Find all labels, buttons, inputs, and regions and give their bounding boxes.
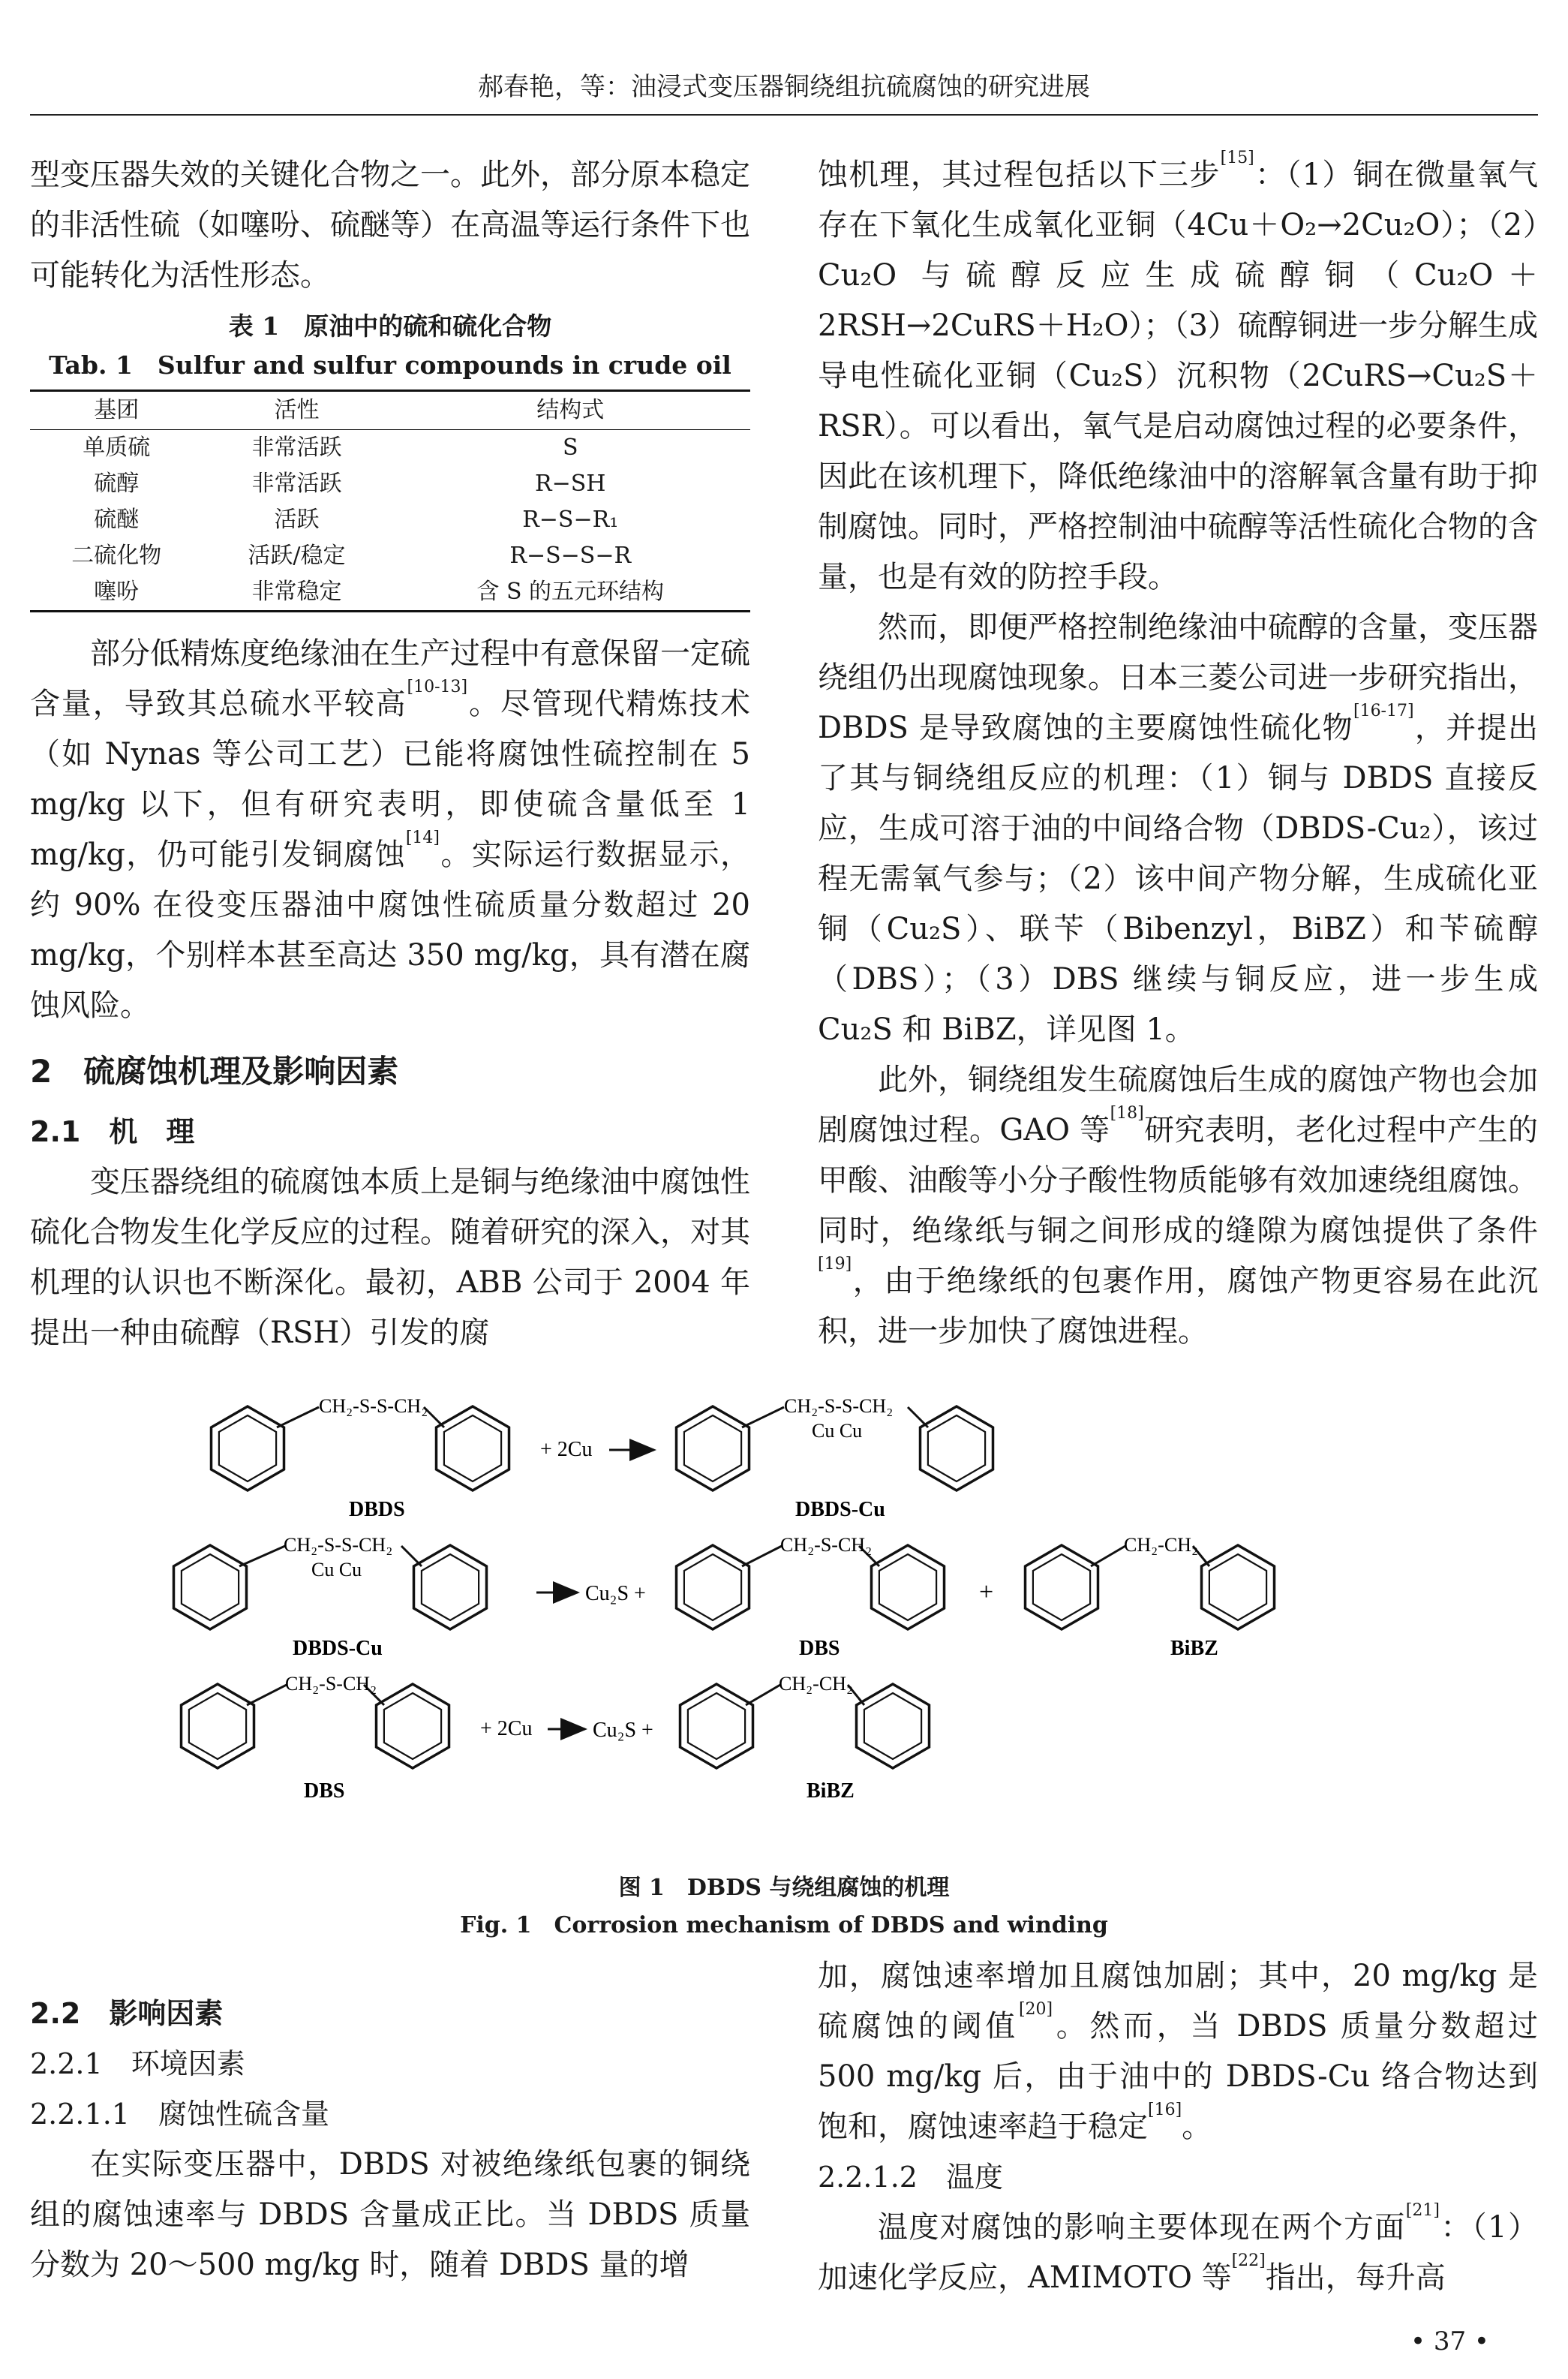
benzene-ring	[377, 1684, 449, 1768]
figure-1-reaction-scheme	[165, 1396, 1403, 1921]
page-number: • 37 •	[1410, 2326, 1489, 2356]
citation: [20]	[1018, 2000, 1053, 2019]
dbds-chain-label: CH₂-S-S-CH₂	[319, 1396, 428, 1417]
table-cell: 单质硫	[83, 435, 151, 461]
citation: [15]	[1220, 149, 1254, 167]
table-header-row	[30, 391, 750, 430]
section-2-2-heading: 2.2 影响因素	[30, 1997, 224, 2030]
citation: [16-17]	[1353, 702, 1414, 720]
abb-mechanism-paragraph	[818, 150, 1538, 603]
benzene-ring	[872, 1545, 945, 1629]
table-cell: 硫醇	[94, 471, 140, 497]
section-2-1-heading: 2.1 机 理	[30, 1115, 195, 1148]
table-header: 活性	[203, 391, 391, 430]
citation: [19]	[818, 1255, 852, 1274]
text-run: 。然而，当 DBDS 质量分数超过 500 mg/kg 后，由于油中的 DBDS-Cu 络合物达到饱和，腐蚀速率趋于稳定	[818, 2009, 1538, 2144]
dbds-mechanism-paragraph	[818, 603, 1538, 1055]
bond	[746, 1685, 780, 1705]
bibz-label: BiBZ	[807, 1779, 855, 1803]
table-cell: R−S−R₁	[522, 507, 619, 533]
bond	[401, 1546, 422, 1566]
dbds-molecule	[212, 1396, 509, 1521]
table-cell: 含 S 的五元环结构	[390, 574, 750, 612]
header-rule	[30, 114, 1538, 116]
text-run: 蚀机理，其过程包括以下三步	[818, 158, 1221, 192]
benzene-ring	[182, 1684, 254, 1768]
table-cell: 非常活跃	[251, 435, 342, 461]
bibz-molecule	[1026, 1534, 1275, 1660]
section-2-2-1-1-heading: 2.2.1.1 腐蚀性硫含量	[30, 2098, 329, 2131]
section-2-heading: 2 硫腐蚀机理及影响因素	[30, 1053, 399, 1090]
table-header: 基团	[30, 391, 203, 430]
cu2s-plus-label: Cu₂S +	[593, 1719, 653, 1742]
table-cell: 非常活跃	[251, 471, 342, 497]
benzene-ring	[677, 1406, 749, 1490]
table-row	[30, 538, 750, 574]
dbs-label: DBS	[304, 1779, 345, 1803]
dbds-cu-label: DBDS-Cu	[293, 1637, 383, 1660]
table-cell: S	[562, 435, 578, 461]
citation: [22]	[1231, 2251, 1266, 2270]
dbs-molecule	[677, 1534, 945, 1660]
table-cell: R−SH	[535, 471, 606, 497]
table-row	[30, 502, 750, 538]
table-title-en: Tab. 1 Sulfur and sulfur compounds in crude oil	[49, 350, 731, 380]
right-column-bottom	[818, 1951, 1538, 2303]
table-cell: 二硫化物	[71, 543, 162, 569]
table-cell: 噻吩	[30, 574, 203, 612]
benzene-ring	[212, 1406, 284, 1490]
plus-sign: +	[979, 1578, 994, 1606]
cu-cu-label: Cu Cu	[311, 1559, 362, 1580]
bibz-chain-label: CH₂-CH₂	[1124, 1534, 1199, 1556]
section-2-2-1-2-heading: 2.2.1.2 温度	[818, 2161, 1003, 2194]
citation: [18]	[1110, 1104, 1144, 1123]
sulfur-content-paragraph: 在实际变压器中，DBDS 对被绝缘纸包裹的铜绕组的腐蚀速率与 DBDS 含量成正比。当 DBDS 质量分数为 20～500 mg/kg 时，随着 DBDS 量的增	[30, 2147, 750, 2282]
bibz-label: BiBZ	[1170, 1637, 1218, 1660]
benzene-ring	[680, 1684, 753, 1768]
text-run: 然而，即便严格控制绝缘油中硫醇的含量，变压器绕组仍出现腐蚀现象。日本三菱公司进一步研究指出，DBDS 是导致腐蚀的主要腐蚀性硫化物	[818, 610, 1538, 745]
plus-2cu-label: + 2Cu	[480, 1717, 533, 1740]
bond	[239, 1546, 285, 1566]
dbds-cu-label: DBDS-Cu	[795, 1498, 885, 1521]
bond	[1091, 1546, 1125, 1566]
section-2-2-1-heading: 2.2.1 环境因素	[30, 2047, 245, 2080]
text-run: 部分低精炼度绝缘油在生产过程中有意保留一定硫含量，导致其总硫水平较高	[30, 636, 750, 721]
table-title-cn: 表 1 原油中的硫和硫化合物	[228, 311, 552, 341]
table-header: 结构式	[390, 391, 750, 430]
bibz-molecule-row3	[680, 1673, 930, 1803]
left-intro-paragraph: 型变压器失效的关键化合物之一。此外，部分原本稳定的非活性硫（如噻吩、硫醚等）在高温等运行条件下也可能转化为活性形态。	[30, 158, 750, 293]
figure-caption-en: Fig. 1 Corrosion mechanism of DBDS and winding	[460, 1912, 1108, 1938]
dbs-chain-label: CH₂-S-CH₂	[285, 1673, 377, 1695]
citation: [14]	[405, 829, 440, 847]
text-run: ，并提出了其与铜绕组反应的机理：（1）铜与 DBDS 直接反应，生成可溶于油的中间络合物（DBDS-Cu₂），该过程无需氧气参与；（2）该中间产物分解，生成硫化亚铜（Cu₂S）、联苄（Bibenzyl，BiBZ）和苄硫醇（DBS）；（3）DBS 继续与铜反应，进一步生成 Cu₂S 和 BiBZ，详见图 1。	[818, 711, 1538, 1047]
text-run: 指出，每升高	[1265, 2260, 1446, 2295]
sulfur-compounds-table	[30, 389, 750, 612]
text-run: 温度对腐蚀的影响主要体现在两个方面	[878, 2210, 1406, 2245]
dbs-molecule-row3	[182, 1673, 449, 1803]
left-column-bottom	[30, 1989, 750, 2290]
table-cell: R−S−S−R	[509, 543, 632, 569]
text-run: 此外，铜绕组发生硫腐蚀后生成的腐蚀产物也会加剧腐蚀过程。GAO 等	[818, 1063, 1538, 1147]
table-row	[30, 466, 750, 502]
threshold-paragraph	[818, 1951, 1538, 2152]
table-cell: 活跃/稳定	[248, 543, 346, 569]
bond	[247, 1685, 287, 1705]
benzene-ring	[437, 1406, 509, 1490]
dbds-cu-chain-label: CH₂-S-S-CH₂	[784, 1396, 894, 1417]
sulfur-level-paragraph	[30, 629, 750, 1031]
text-run: ，由于绝缘纸的包裹作用，腐蚀产物更容易在此沉积，进一步加快了腐蚀进程。	[818, 1264, 1538, 1349]
table-cell: 硫醚	[94, 507, 140, 533]
text-run: 。尽管现代精炼技术（如 Nynas 等公司工艺）已能将腐蚀性硫控制在 5 mg/kg 以下，但有研究表明，即使硫含量低至 1 mg/kg，仍可能引发铜腐蚀	[30, 687, 751, 872]
citation: [16]	[1148, 2101, 1182, 2119]
text-run: 。	[1182, 2110, 1212, 2144]
dbds-cu-molecule-row2	[174, 1534, 487, 1660]
table-cell: 非常稳定	[203, 574, 391, 612]
bond	[742, 1407, 784, 1427]
table-row	[30, 574, 750, 612]
right-column-top	[818, 150, 1538, 1357]
plus-2cu-label: + 2Cu	[540, 1438, 593, 1461]
benzene-ring	[857, 1684, 930, 1768]
text-run: ：（1）加速化学反应，AMIMOTO 等	[818, 2210, 1538, 2295]
benzene-ring	[677, 1545, 749, 1629]
dbs-chain-label: CH₂-S-CH₂	[780, 1534, 873, 1556]
benzene-ring	[1202, 1545, 1275, 1629]
benzene-ring	[174, 1545, 247, 1629]
temperature-paragraph	[818, 2203, 1538, 2303]
citation: [10-13]	[407, 678, 468, 696]
cu-cu-label: Cu Cu	[812, 1420, 863, 1442]
bond	[277, 1407, 319, 1427]
table-cell: 活跃	[274, 507, 320, 533]
bond	[742, 1546, 782, 1566]
bibz-chain-label: CH₂-CH₂	[779, 1673, 854, 1695]
citation: [21]	[1405, 2201, 1440, 2220]
dbs-label: DBS	[799, 1637, 840, 1660]
benzene-ring	[1026, 1545, 1098, 1629]
dbds-label: DBDS	[349, 1498, 405, 1521]
text-run: 。实际运行数据显示，约 90% 在役变压器油中腐蚀性硫质量分数超过 20 mg/kg，个别样本甚至高达 350 mg/kg，具有潜在腐蚀风险。	[30, 838, 750, 1023]
corrosion-products-paragraph	[818, 1055, 1538, 1357]
text-run: 研究表明，老化过程中产生的甲酸、油酸等小分子酸性物质能够有效加速绕组腐蚀。同时，绝缘纸与铜之间形成的缝隙为腐蚀提供了条件	[818, 1113, 1538, 1248]
table-row	[30, 430, 750, 467]
left-column-top	[30, 150, 750, 1358]
bond	[908, 1407, 928, 1427]
cu2s-plus-label: Cu₂S +	[585, 1582, 646, 1605]
text-run: 加，腐蚀速率增加且腐蚀加剧；其中，20 mg/kg 是硫腐蚀的阈值	[818, 1959, 1538, 2044]
text-run: ：（1）铜在微量氧气存在下氧化生成氧化亚铜（4Cu＋O₂→2Cu₂O）；（2）Cu₂O 与硫醇反应生成硫醇铜（Cu₂O＋2RSH→2CuRS＋H₂O）；（3）硫醇铜进一步分解生成导电性硫化亚铜（Cu₂S）沉积物（2CuRS→Cu₂S＋RSR）。可以看出，氧气是启动腐蚀过程的必要条件，因此在该机理下，降低绝缘油中的溶解氧含量有助于抑制腐蚀。同时，严格控制油中硫醇等活性硫化合物的含量，也是有效的防控手段。	[818, 158, 1539, 594]
mechanism-paragraph: 变压器绕组的硫腐蚀本质上是铜与绝缘油中腐蚀性硫化合物发生化学反应的过程。随着研究的深入，对其机理的认识也不断深化。最初，ABB 公司于 2004 年提出一种由硫醇（RSH）引发的腐	[30, 1165, 750, 1350]
running-header: 郝春艳，等：油浸式变压器铜绕组抗硫腐蚀的研究进展	[478, 72, 1090, 102]
dbds-cu-chain-label: CH₂-S-S-CH₂	[284, 1534, 393, 1556]
benzene-ring	[414, 1545, 487, 1629]
dbds-cu-molecule	[677, 1396, 993, 1521]
benzene-ring	[921, 1406, 993, 1490]
figure-caption-cn: 图 1 DBDS 与绕组腐蚀的机理	[618, 1875, 950, 1901]
